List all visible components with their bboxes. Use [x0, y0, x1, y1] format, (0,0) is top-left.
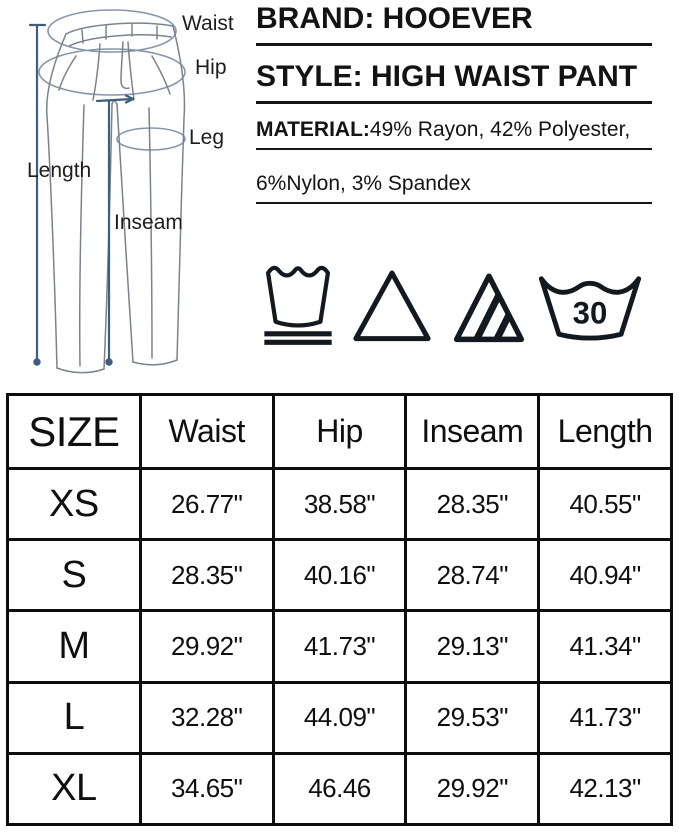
size-cell: XL [8, 753, 141, 824]
hip-column-header: Hip [273, 395, 406, 469]
size-cell: L [8, 682, 141, 753]
hip-value: 46.46 [273, 753, 406, 824]
size-table-container [6, 393, 673, 826]
inseam-value: 28.35" [406, 469, 539, 540]
waist-value: 34.65" [140, 753, 273, 824]
material-composition: 49% Rayon, 42% Polyester, [369, 118, 631, 141]
style-line: STYLE: HIGH WAIST PANT [256, 60, 652, 104]
inseam-label: Inseam [114, 211, 183, 234]
material-line-2: 6%Nylon, 3% Spandex [256, 172, 652, 204]
waist-value: 28.35" [140, 540, 273, 611]
size-cell: S [8, 540, 141, 611]
size-cell: XS [8, 469, 141, 540]
length-value: 41.34" [539, 611, 672, 682]
size-table [6, 393, 673, 826]
length-label: Length [27, 159, 92, 182]
pants-measurement-diagram [0, 0, 250, 390]
wash-temperature-text: 30 [572, 295, 608, 331]
table-row-m [8, 611, 672, 682]
inseam-column-header: Inseam [406, 395, 539, 469]
material-line-1 [256, 118, 652, 150]
pants-outline [47, 23, 185, 372]
hip-value: 41.73" [273, 611, 406, 682]
wash-gentle-icon [260, 260, 336, 346]
waist-value: 29.92" [140, 611, 273, 682]
length-value: 40.94" [539, 540, 672, 611]
bleach-allowed-icon [350, 266, 434, 344]
waist-column-header: Waist [140, 395, 273, 469]
hip-value: 40.16" [273, 540, 406, 611]
hip-label: Hip [195, 56, 227, 79]
table-row-xl [8, 753, 672, 824]
inseam-value: 29.92" [406, 753, 539, 824]
length-value: 42.13" [539, 753, 672, 824]
table-row-l [8, 682, 672, 753]
table-row-s [8, 540, 672, 611]
length-value: 40.55" [539, 469, 672, 540]
leg-label: Leg [189, 126, 225, 149]
waist-value: 32.28" [140, 682, 273, 753]
length-value: 41.73" [539, 682, 672, 753]
waist-value: 26.77" [140, 469, 273, 540]
waist-label: Waist [182, 12, 234, 35]
brand-line: BRAND: HOOEVER [256, 2, 652, 46]
inseam-value: 29.53" [406, 682, 539, 753]
inseam-value: 28.74" [406, 540, 539, 611]
size-cell: M [8, 611, 141, 682]
size-column-header: SIZE [8, 395, 141, 469]
non-chlorine-bleach-icon [452, 270, 526, 344]
machine-wash-30-icon [536, 272, 644, 342]
length-column-header: Length [539, 395, 672, 469]
table-header-row [8, 395, 672, 469]
table-row-xs [8, 469, 672, 540]
hip-value: 38.58" [273, 469, 406, 540]
hip-value: 44.09" [273, 682, 406, 753]
material-label: MATERIAL: [256, 118, 370, 141]
product-info [256, 2, 652, 226]
inseam-value: 29.13" [406, 611, 539, 682]
